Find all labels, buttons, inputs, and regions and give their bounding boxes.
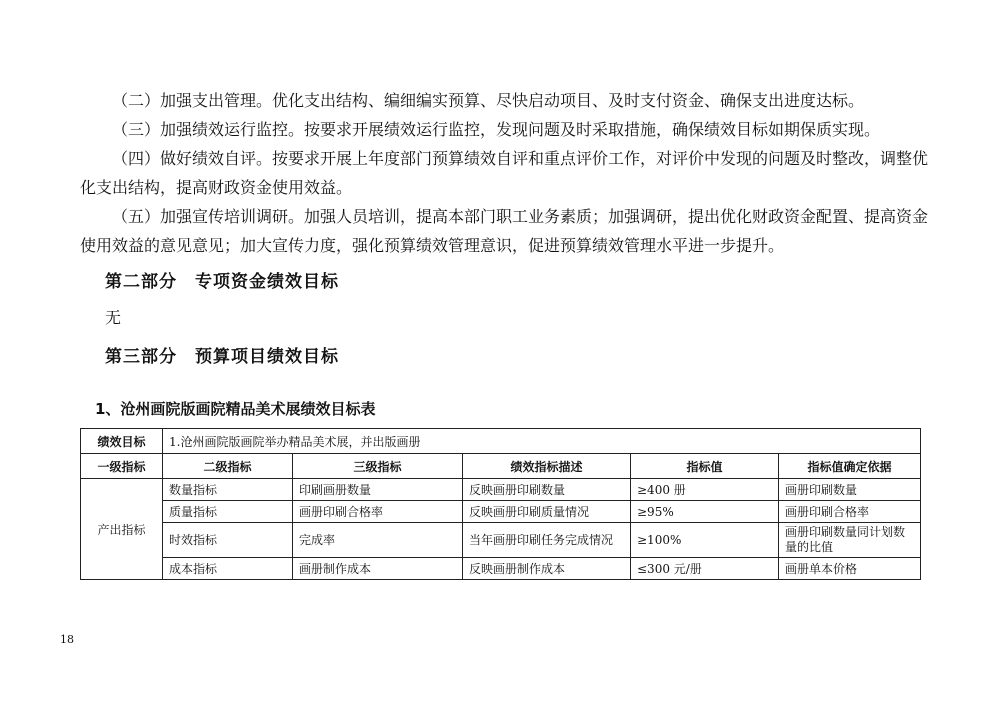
goal-row (81, 429, 921, 454)
level3-cell: 印刷画册数量 (293, 479, 463, 501)
table-row (81, 479, 921, 501)
part2-content: 无 (105, 308, 122, 327)
paragraph-performance-monitoring: （三）加强绩效运行监控。按要求开展绩效运行监控，发现问题及时采取措施，确保绩效目标如期保质实现。 (112, 120, 881, 139)
table-row (81, 501, 921, 523)
header-row (81, 454, 921, 479)
description-cell: 反映画册制作成本 (463, 558, 631, 580)
level2-cell: 质量指标 (163, 501, 293, 523)
description-cell: 反映画册印刷质量情况 (463, 501, 631, 523)
basis-cell: 画册印刷合格率 (779, 501, 921, 523)
basis-cell: 画册印刷数量同计划数量的比值 (779, 523, 921, 558)
header-description: 绩效指标描述 (463, 454, 631, 479)
level2-cell: 数量指标 (163, 479, 293, 501)
goal-label: 绩效目标 (81, 429, 163, 454)
page-number: 18 (60, 633, 74, 646)
value-cell: ≥100% (631, 523, 779, 558)
paragraph-expenditure-management: （二）加强支出管理。优化支出结构、编细编实预算、尽快启动项目、及时支付资金、确保支出进度达标。 (112, 91, 865, 110)
header-level2: 二级指标 (163, 454, 293, 479)
table-row (81, 558, 921, 580)
goal-text: 1.沧州画院版画院举办精品美术展，并出版画册 (163, 429, 921, 454)
basis-cell: 画册单本价格 (779, 558, 921, 580)
header-basis: 指标值确定依据 (779, 454, 921, 479)
level2-cell: 时效指标 (163, 523, 293, 558)
category-cell: 产出指标 (81, 479, 163, 580)
header-value: 指标值 (631, 454, 779, 479)
level3-cell: 画册制作成本 (293, 558, 463, 580)
part3-heading: 第三部分 预算项目绩效目标 (105, 347, 339, 367)
table-title: 1、沧州画院版画院精品美术展绩效目标表 (95, 400, 376, 418)
level2-cell: 成本指标 (163, 558, 293, 580)
part2-heading: 第二部分 专项资金绩效目标 (105, 272, 339, 292)
paragraph-training-research: （五）加强宣传培训调研。加强人员培训，提高本部门职工业务素质；加强调研，提出优化财政资金配置、提高资金使用效益的意见意见；加大宣传力度，强化预算绩效管理意识，促进预算绩效管理水平进一步提升。 (80, 207, 929, 255)
performance-goal-table (80, 428, 921, 580)
value-cell: ≤300 元/册 (631, 558, 779, 580)
description-cell: 反映画册印刷数量 (463, 479, 631, 501)
value-cell: ≥400 册 (631, 479, 779, 501)
level3-cell: 完成率 (293, 523, 463, 558)
table-row (81, 523, 921, 558)
paragraph-self-evaluation: （四）做好绩效自评。按要求开展上年度部门预算绩效自评和重点评价工作，对评价中发现的问题及时整改，调整优化支出结构，提高财政资金使用效益。 (80, 149, 929, 197)
basis-cell: 画册印刷数量 (779, 479, 921, 501)
header-level1: 一级指标 (81, 454, 163, 479)
header-level3: 三级指标 (293, 454, 463, 479)
description-cell: 当年画册印刷任务完成情况 (463, 523, 631, 558)
value-cell: ≥95% (631, 501, 779, 523)
level3-cell: 画册印刷合格率 (293, 501, 463, 523)
